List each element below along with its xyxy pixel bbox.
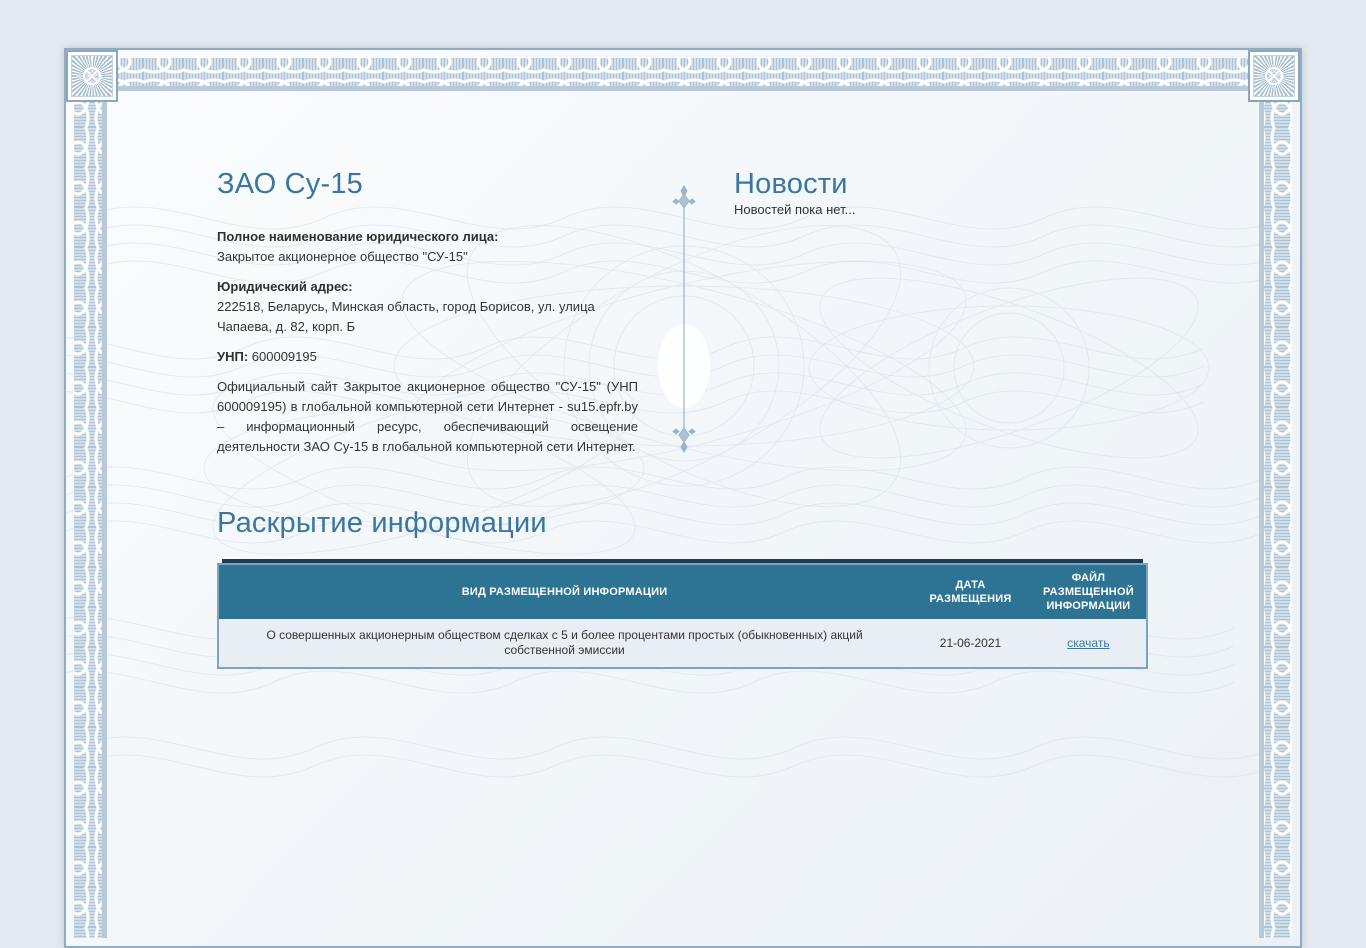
news-title: Новости [734,168,848,200]
address-label: Юридический адрес: [217,279,353,294]
cell-date: 21-06-2021 [939,635,1002,650]
disclosure-title: Раскрытие информации [217,507,547,539]
certificate-panel [64,48,1302,948]
company-unp-block [217,347,638,367]
full-name-value: Закрытое акционерное общество "СУ-15" [217,249,468,264]
news-empty-text: Новостей пока нет... [734,202,856,217]
col-header-date: ДАТА РАЗМЕЩЕНИЯ [910,564,1031,619]
full-name-label: Полное наименование юридического лица: [217,229,499,244]
company-about-text: Официальный сайт Закрытое акционерное общество "СУ-15" (УНП 600009195) в глобальной компьютерной сети Интернет - su15.epfr.by – информационный ресурс, обеспечивающий освещение деятельности ЗАО Су-15 в глобальной компьютерной сети Интернет. [217,379,638,454]
company-address-block [217,277,638,337]
page-content [64,48,1302,948]
col-header-info-type: ВИД РАЗМЕЩЕННОЙ ИНФОРМАЦИИ [218,564,910,619]
company-title: ЗАО Су-15 [217,168,363,200]
disclosure-section [217,507,1212,669]
company-full-name-block [217,227,638,267]
download-link[interactable]: скачать [1067,635,1110,650]
unp-label: УНП: [217,349,249,364]
table-header [218,564,1147,619]
unp-value: 600009195 [251,349,317,364]
cell-file [1031,619,1147,668]
address-value: 222518, Беларусь, Минская область, город Борисов, ул. улица Чапаева, д. 82, корп. Б [217,299,595,334]
disclosure-table [217,559,1148,669]
news-section [734,168,1155,230]
col-header-file: ФАЙЛ РАЗМЕЩЕННОЙ ИНФОРМАЦИИ [1031,564,1147,619]
company-section [217,168,638,467]
table-row [218,619,1147,668]
cell-info-type: О совершенных акционерным обществом сделках с 5 и более процентами простых (обыкновенных) акций собственной эмиссии [266,628,863,657]
